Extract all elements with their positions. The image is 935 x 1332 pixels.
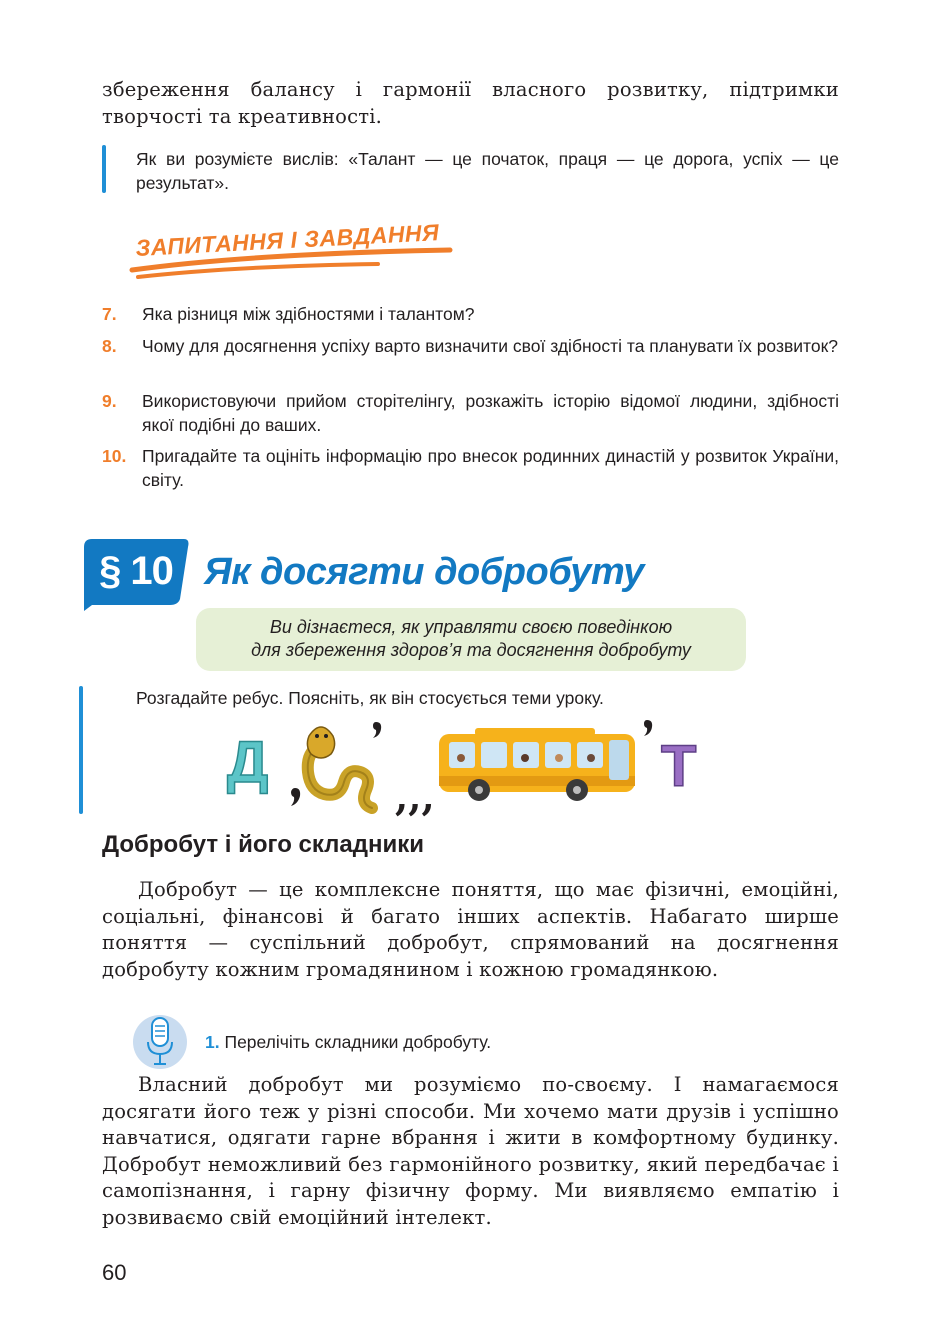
rebus-apostrophe-icon-2 (644, 720, 652, 736)
page-number: 60 (102, 1260, 127, 1285)
question-number: 7. (102, 304, 117, 324)
wellbeing-paragraph-1: Добробут — це комплексне поняття, що має фізичні, емоційні, соціальні, фінансові й багато інших аспектів. Набагато ширше поняття — суспільний добробут, спрямований на досягнення добробуту кожним громадянином і кожною громадянкою. (102, 878, 839, 981)
task-number: 1. (205, 1032, 220, 1052)
wellbeing-paragraph-2: Власний добробут ми розуміємо по-своєму. І намагаємося досягати його теж у різні способи. Ми хочемо мати друзів і успішно навчатися, одягати гарне вбрання і жити в комфортному будинку. Добробут неможливий без гармонійного розвитку, який передбачає і самопізнання, і гарну фізичну форму. Ми виявляємо емпатію і розвиваємо свій емоційний інтелект. (102, 1073, 839, 1229)
snake-icon (307, 727, 372, 808)
bus-icon (439, 728, 635, 801)
quote-accent-bar (102, 145, 106, 193)
question-item (102, 302, 839, 326)
rebus-accent-bar (79, 686, 83, 814)
question-number: 9. (102, 391, 117, 411)
rebus-letter-d: Д (227, 730, 269, 795)
rebus-comma-icon (291, 788, 300, 806)
quote-text: Як ви розумієте вислів: «Талант — це початок, праця — це дорога, успіх — це результат». (136, 149, 839, 193)
question-item (102, 389, 839, 437)
wellbeing-heading: Добробут і його складники (102, 831, 425, 858)
section-number: § 10 (99, 549, 173, 593)
learn-line-2: для збереження здоров’я та досягнення добробуту (251, 640, 691, 660)
questions-heading-text: ЗАПИТАННЯ І ЗАВДАННЯ (134, 219, 440, 261)
section-title: Як досягти добробуту (204, 551, 644, 593)
learn-objectives-text (196, 616, 746, 662)
rebus-prompt: Розгадайте ребус. Поясніть, як він стосується теми уроку. (136, 688, 604, 708)
rebus-letter-t: Т (661, 734, 697, 799)
microphone-icon (133, 1012, 187, 1072)
intro-paragraph: збереження балансу і гармонії власного розвитку, підтримки творчості та креативності. (102, 78, 839, 128)
rebus-image (225, 718, 715, 818)
task-text: Перелічіть складники добробуту. (224, 1032, 492, 1052)
questions-heading (128, 214, 468, 284)
task-item (205, 1030, 491, 1054)
question-text: Чому для досягнення успіху варто визначити свої здібності та планувати їх розвиток? (142, 336, 839, 356)
question-text: Пригадайте та оцініть інформацію про внесок родинних династій у розвиток України, світу. (142, 446, 839, 490)
question-text: Використовуючи прийом сторітелінгу, розкажіть історію відомої людини, здібності якої подібні до ваших. (142, 391, 839, 435)
question-number: 10. (102, 446, 127, 466)
rebus-apostrophe-icon (373, 722, 381, 738)
rebus-commas: ,,, (395, 774, 435, 818)
question-item (102, 444, 839, 492)
question-item (102, 334, 839, 358)
learn-line-1: Ви дізнаєтеся, як управляти своєю поведінкою (269, 617, 673, 637)
question-text: Яка різниця між здібностями і талантом? (142, 304, 475, 324)
question-number: 8. (102, 336, 117, 356)
